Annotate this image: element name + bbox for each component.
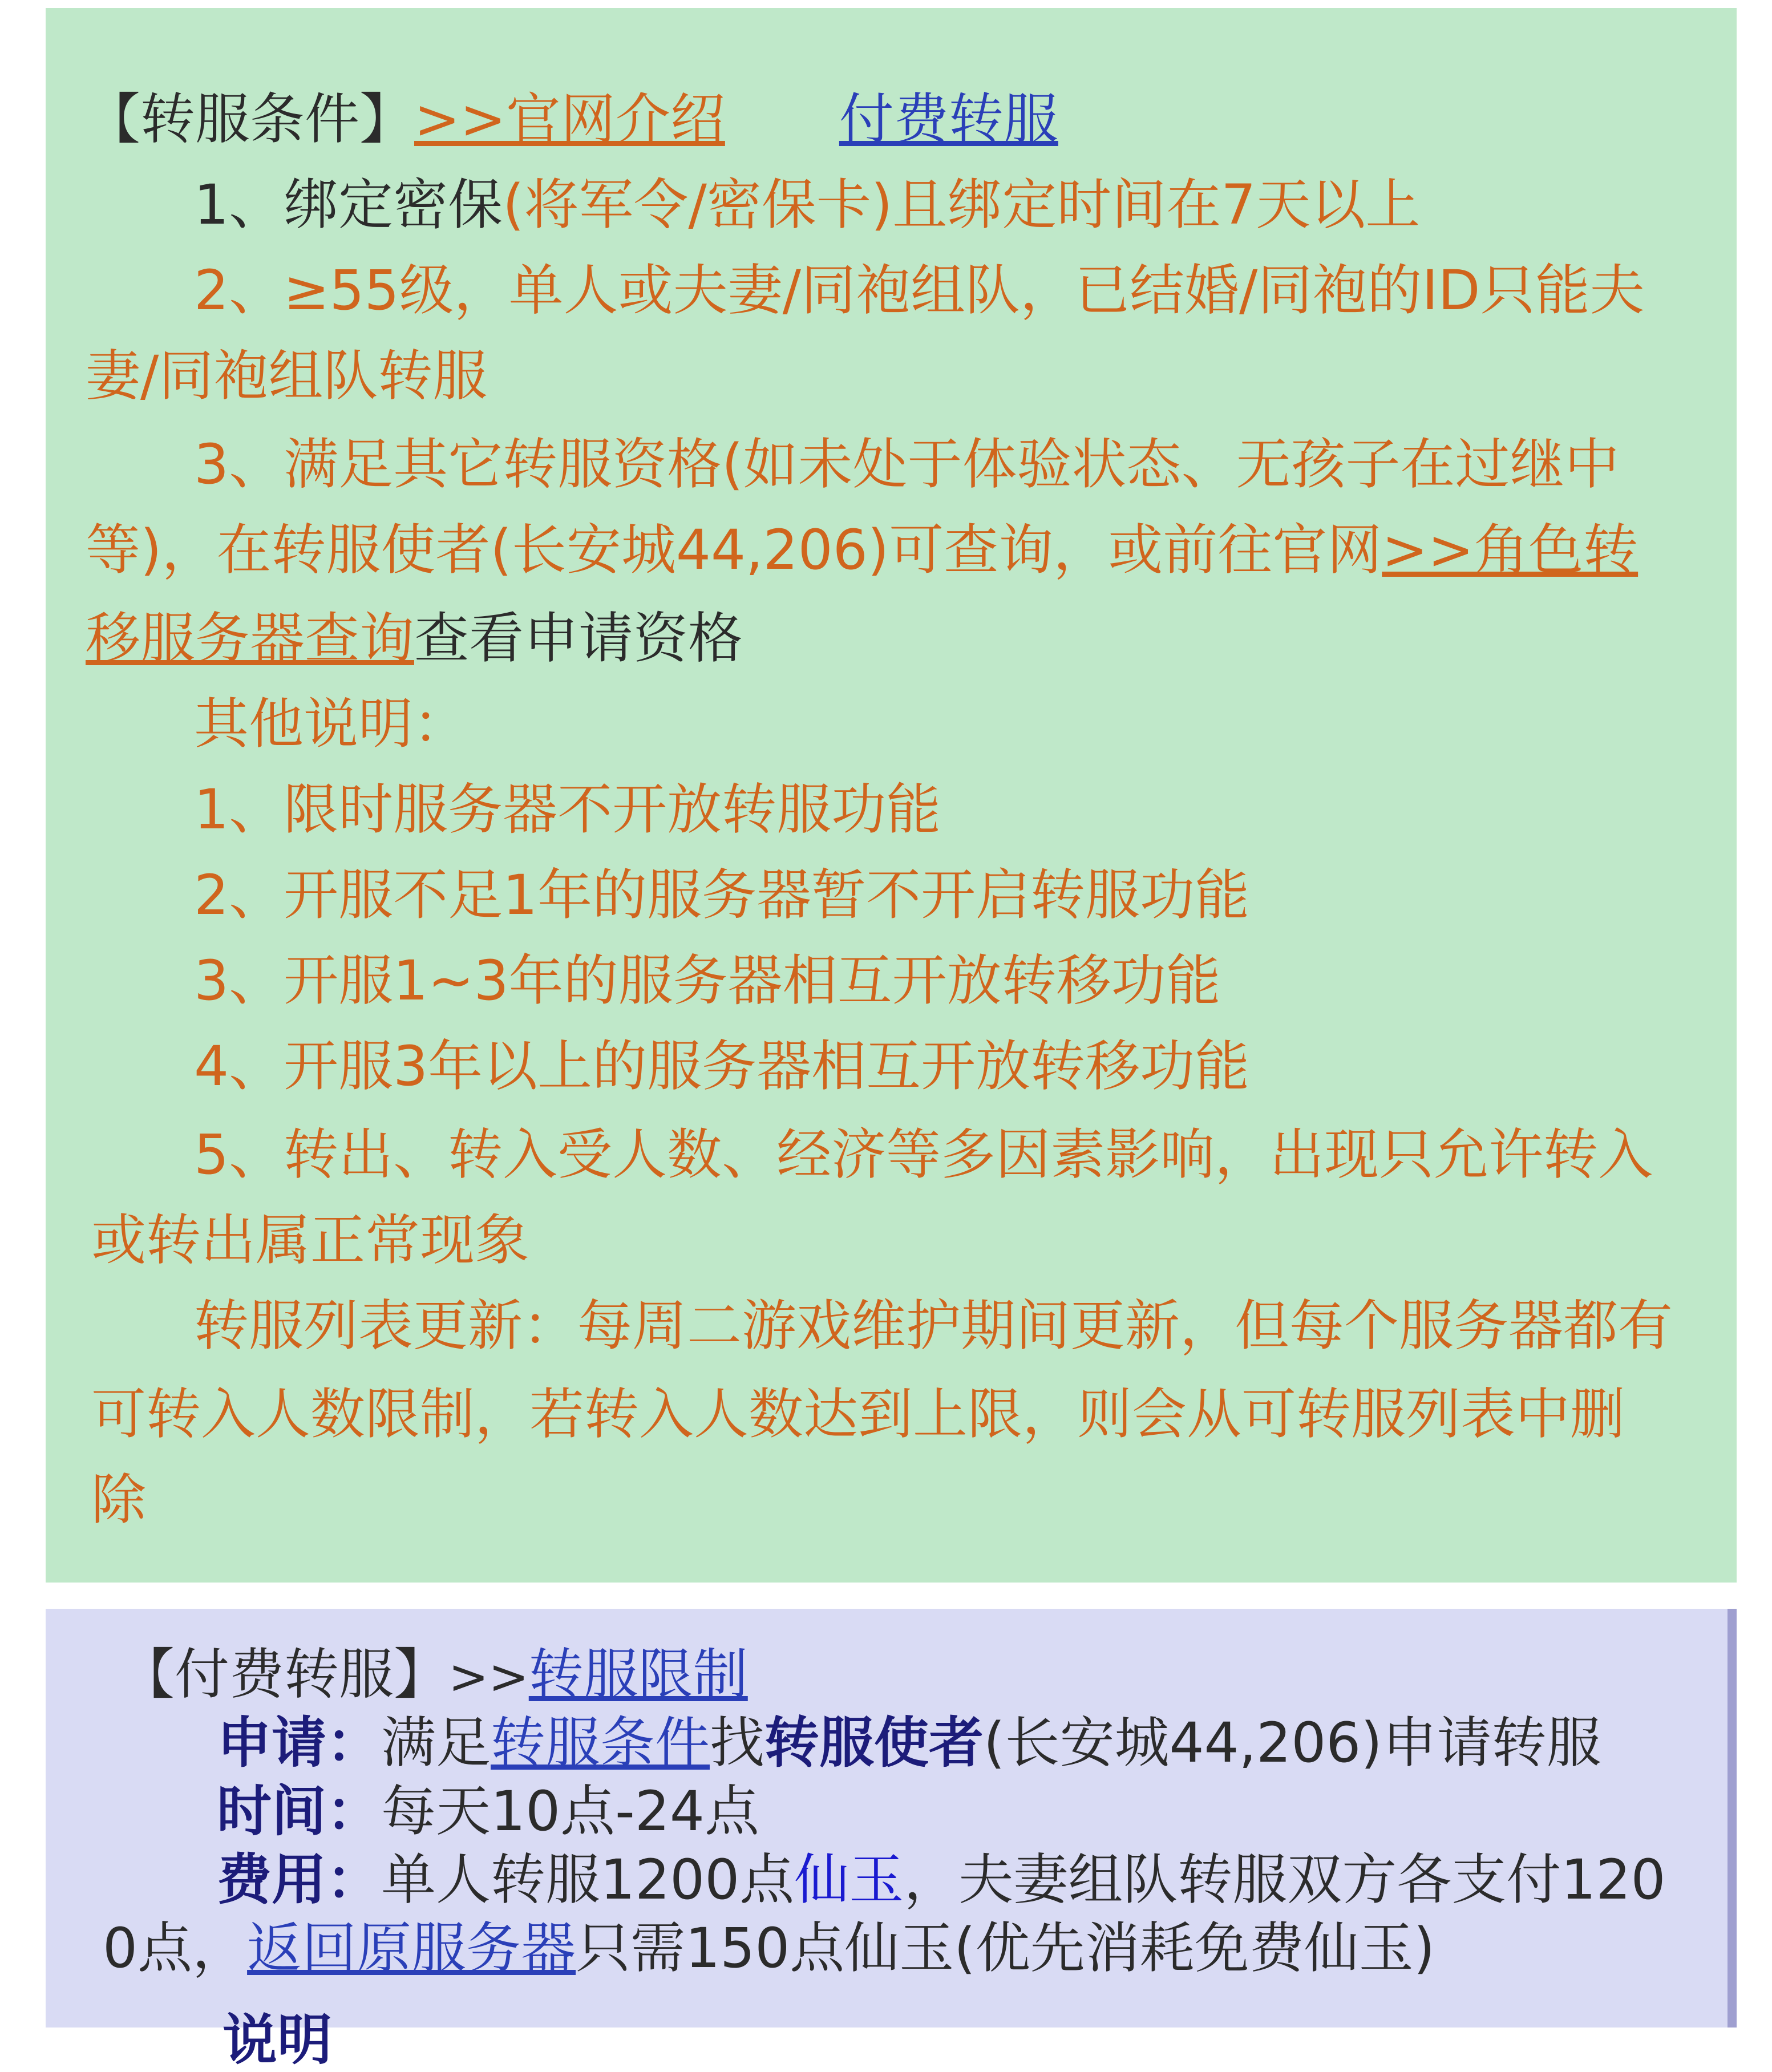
conditions-header-row xyxy=(86,88,1058,151)
time-text: 每天10点-24点 xyxy=(381,1779,759,1843)
official-intro-link[interactable]: >>官网介绍 xyxy=(414,87,725,151)
condition-item-3-line1: 3、满足其它转服资格(如未处于体验状态、无孩子在过继中 xyxy=(194,432,1620,496)
role-transfer-query-link-part1[interactable]: >>角色转 xyxy=(1382,518,1639,582)
fee-line2-rest: 只需150点仙玉(优先消耗免费仙玉) xyxy=(576,1916,1435,1980)
paid-transfer-panel xyxy=(46,1609,1737,2028)
cut-off-label xyxy=(222,2008,337,2072)
list-update-line3: 除 xyxy=(91,1468,146,1532)
apply-text-3: (长安城44,206)申请转服 xyxy=(984,1711,1601,1775)
apply-label: 申请： xyxy=(217,1711,381,1775)
paid-transfer-link[interactable]: 付费转服 xyxy=(839,87,1058,151)
transfer-conditions-panel xyxy=(46,8,1737,1583)
paid-header-arrows: >> xyxy=(448,1649,529,1705)
transfer-conditions-link[interactable]: 转服条件 xyxy=(491,1711,710,1775)
transfer-limit-link[interactable]: 转服限制 xyxy=(528,1642,748,1706)
other-note-5-line2: 或转出属正常现象 xyxy=(91,1208,529,1272)
list-update-line1: 转服列表更新：每周二游戏维护期间更新，但每个服务器都有 xyxy=(194,1294,1673,1358)
fee-text-1: 单人转服1200点 xyxy=(381,1848,795,1912)
apply-row xyxy=(217,1711,1601,1774)
condition-item-2-line1: 2、≥55级，单人或夫妻/同袍组队，已结婚/同袍的ID只能夫 xyxy=(194,258,1645,322)
transfer-envoy: 转服使者 xyxy=(764,1711,984,1775)
condition-item-3-rest: 查看申请资格 xyxy=(414,606,743,670)
fee-row-line2 xyxy=(103,1917,1435,1980)
cut-off-label-text: 说明 xyxy=(222,2008,332,2072)
list-update-line2: 可转入人数限制，若转入人数达到上限，则会从可转服列表中删 xyxy=(91,1382,1625,1446)
other-note-5-line1: 5、转出、转入受人数、经济等多因素影响，出现只允许转入 xyxy=(194,1123,1653,1187)
condition-item-1 xyxy=(194,173,1420,236)
fee-text-2: ，夫妻组队转服双方各支付120 xyxy=(904,1848,1666,1912)
fee-line2-start: 0点， xyxy=(103,1916,248,1980)
other-note-2: 2、开服不足1年的服务器暂不开启转服功能 xyxy=(194,863,1250,927)
other-note-1: 1、限时服务器不开放转服功能 xyxy=(194,778,941,841)
fee-label: 费用： xyxy=(217,1848,381,1912)
time-row xyxy=(217,1780,759,1843)
other-note-4: 4、开服3年以上的服务器相互开放转移功能 xyxy=(194,1034,1250,1098)
condition-item-1-prefix: 1、绑定密保 xyxy=(194,173,503,237)
time-label: 时间： xyxy=(217,1779,381,1843)
condition-item-2-line2: 妻/同袍组队转服 xyxy=(86,344,488,408)
condition-item-1-rest: (将军令/密保卡)且绑定时间在7天以上 xyxy=(503,173,1421,237)
return-original-server-link[interactable]: 返回原服务器 xyxy=(247,1916,576,1980)
role-transfer-query-link-part2[interactable]: 移服务器查询 xyxy=(86,606,414,670)
apply-text-2: 找 xyxy=(710,1711,764,1775)
fee-row-line1 xyxy=(217,1848,1666,1911)
conditions-header: 【转服条件】 xyxy=(86,87,414,151)
other-notes-title: 其他说明： xyxy=(194,692,468,756)
paid-header-row xyxy=(120,1643,748,1708)
condition-item-3-line2 xyxy=(86,519,1638,581)
apply-text-1: 满足 xyxy=(381,1711,491,1775)
fee-jade: 仙玉 xyxy=(794,1848,904,1912)
paid-header: 【付费转服】 xyxy=(120,1642,448,1706)
condition-item-3-line3 xyxy=(86,607,743,670)
condition-item-3-text: 等)，在转服使者(长安城44,206)可查询，或前往官网 xyxy=(86,518,1382,582)
other-note-3: 3、开服1~3年的服务器相互开放转移功能 xyxy=(194,949,1221,1013)
